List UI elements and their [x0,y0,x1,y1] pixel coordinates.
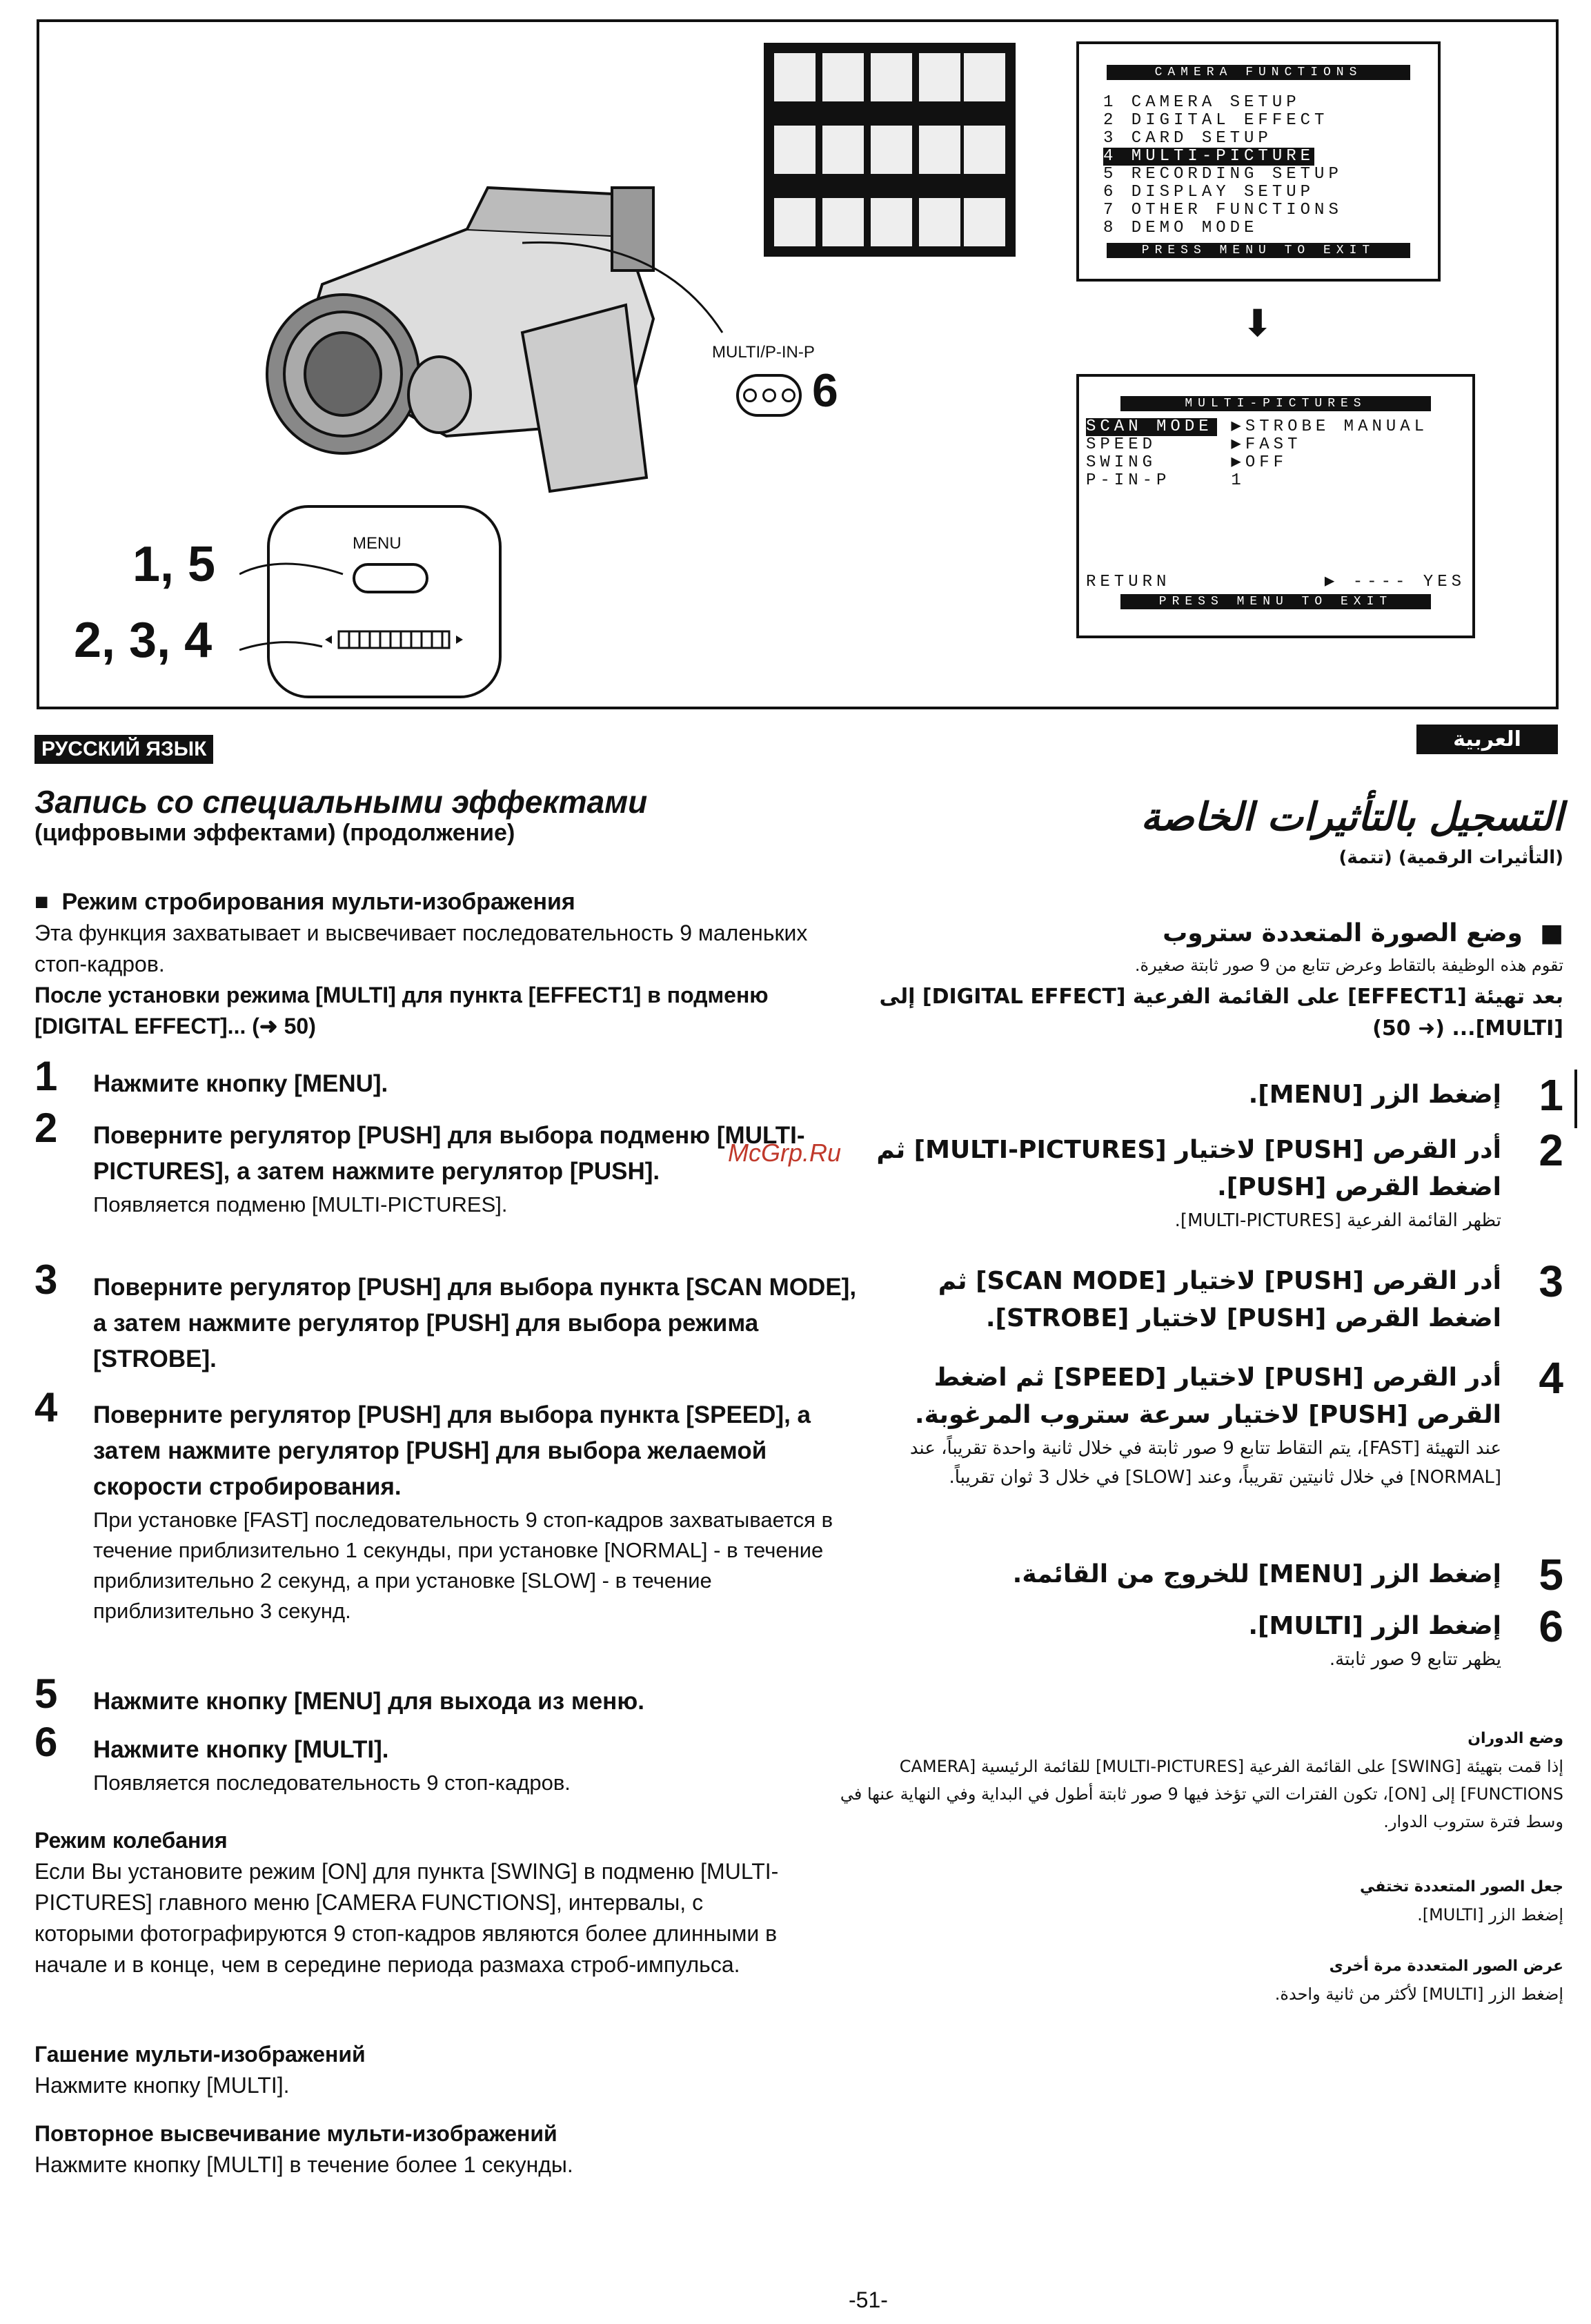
ar-note-title: جعل الصور المتعددة تختفي [1360,1878,1563,1895]
menu-button-icon [353,563,428,593]
ru-step [34,1257,857,1377]
multi-button-icon [736,374,802,417]
step-text: Нажмите кнопку [MENU] для выхода из меню. [93,1688,644,1715]
menu-item-selected: 4 MULTI-PICTURE [1103,147,1315,166]
menu-row-value: ▶OFF [1231,453,1288,472]
step-number: 5 [34,1671,58,1717]
ar-step [873,1602,1563,1674]
step-sub: Появляется подменю [MULTI-PICTURES]. [93,1192,508,1217]
menu-item: 2 DIGITAL EFFECT [1103,111,1329,130]
ru-note-body: Нажмите кнопку [MULTI] в течение более 1 секунды. [34,2152,573,2177]
ar-step [873,1070,1563,1120]
ru-intro [34,887,828,1042]
watermark-text: McGrp.Ru [728,1139,842,1167]
step-text: أدر القرص [PUSH] لاختيار [SCAN MODE] ثم اضغط القرص [PUSH] لاختيار [STROBE]. [938,1267,1501,1332]
step-number: 1 [1539,1070,1563,1120]
callout-6: 6 [812,364,838,417]
step-text: إضغط الزر [MENU]. [1248,1081,1501,1109]
ru-heading [34,784,828,849]
step-text: Поверните регулятор [PUSH] для выбора пункта [SPEED], а затем нажмите регулятор [PUSH] для выбора желаемой скорости стробирования. [93,1401,811,1500]
menu-footer: PRESS MENU TO EXIT [1120,594,1431,609]
menu-row-value: ▶FAST [1231,435,1302,454]
ar-note-body: إضغط الزر [MULTI]. [1417,1905,1563,1924]
ru-note [34,2118,828,2180]
ru-step [34,1671,828,1720]
return-label: RETURN [1086,573,1171,591]
ar-step [873,1353,1563,1492]
menu-title: CAMERA FUNCTIONS [1107,65,1410,80]
ar-heading [839,794,1563,874]
ru-intro-bold: После установки режима [MULTI] для пункта [EFFECT1] в подменю [DIGITAL EFFECT]... (➜ 50) [34,983,769,1038]
ar-note [839,1953,1563,2008]
menu-row-value: ▶STROBE MANUAL [1231,417,1429,436]
ar-step [873,1550,1563,1599]
step-number: 5 [1539,1550,1563,1599]
step-number: 3 [34,1257,58,1303]
step-text: أدر القرص [PUSH] لاختيار [SPEED] ثم اضغط القرص [PUSH] لاختيار سرعة ستروب المرغوبة. [914,1363,1501,1429]
step-number: 4 [1539,1353,1563,1403]
illustration-box [37,19,1559,709]
ar-intro-bold: بعد تهيئة [EFFECT1] على القائمة الفرعية [DIGITAL EFFECT] إلى [MULTI]... (➜ 50) [879,985,1563,1041]
ru-note [34,2039,828,2101]
step-sub: تظهر القائمة الفرعية [MULTI-PICTURES]. [1174,1210,1501,1231]
ar-step [873,1257,1563,1337]
step-sub: Появляется последовательность 9 стоп-кадров. [93,1771,571,1795]
ar-note-title: عرض الصور المتعددة مرة أخرى [1329,1958,1563,1975]
language-tag-ar: العربية [1416,725,1558,754]
menu-item: 1 CAMERA SETUP [1103,93,1301,112]
menu-row-label: SPEED [1086,435,1157,454]
menu-item: 5 RECORDING SETUP [1103,165,1343,184]
camera-functions-menu [1076,41,1441,282]
ru-step [34,1384,833,1626]
ar-section-title: وضع الصورة المتعددة ستروب [1163,919,1523,947]
ar-intro [839,918,1563,1045]
step-number: 3 [1539,1257,1563,1306]
menu-row-label: SWING [1086,453,1157,472]
ar-subtitle: (التأثيرات الرقمية) (تتمة) [1338,847,1563,868]
return-value: ▶ ---- YES [1324,573,1465,591]
step-number: 6 [34,1719,58,1765]
menu-row-label: P-IN-P [1086,471,1171,490]
step-text: أدر القرص [PUSH] لاختيار [MULTI-PICTURES] ثم اضغط القرص [PUSH]. [876,1136,1501,1201]
step-number: 6 [1539,1602,1563,1651]
ar-note [839,1725,1563,1835]
ru-step [34,1719,828,1798]
callout-2-3-4: 2, 3, 4 [74,613,213,668]
strobe-image-grid [764,43,1016,257]
step-sub: يظهر تتابع 9 صور ثابتة. [1329,1649,1501,1670]
page-number: -51- [849,2287,888,2312]
ru-title: Запись со специальными эффектами [34,784,648,820]
step-number: 1 [34,1053,58,1099]
menu-row-value: 1 [1231,471,1245,490]
down-arrow-icon: ⬇ [1242,303,1274,344]
ru-section-title: Режим стробирования мульти-изображения [61,889,575,915]
menu-item: 6 DISPLAY SETUP [1103,183,1315,201]
menu-footer: PRESS MENU TO EXIT [1107,243,1410,258]
menu-title: MULTI-PICTURES [1120,396,1431,411]
ru-step [34,1053,828,1102]
step-text: Поверните регулятор [PUSH] для выбора пункта [SCAN MODE], а затем нажмите регулятор [PUSH] для выбора режима [STROBE]. [93,1274,857,1372]
step-text: Поверните регулятор [PUSH] для выбора подменю [MULTI-PICTURES], а затем нажмите регулятор [PUSH]. [93,1122,805,1185]
ru-intro-text: Эта функция захватывает и высвечивает последовательность 9 маленьких стоп-кадров. [34,920,808,976]
step-sub: عند التهيئة [FAST]، يتم التقاط تتابع 9 صور ثابتة في خلال ثانية واحدة تقريباً، عند [NORMAL] في خلال ثانيتين تقريباً، وعند [SLOW] في خلال 3 ثوان تقريباً. [909,1438,1501,1488]
step-text: Нажмите кнопку [MULTI]. [93,1736,389,1763]
ar-note-body: إذا قمت بتهيئة [SWING] على القائمة الفرعية [MULTI-PICTURES] للقائمة الرئيسية [CAMERA FUNCTIONS] إلى [ON]، تكون الفترات التي تؤخذ فيها 9 صور ثابتة أطول في البداية وفي النهاية عنها في وسط فترة ستروب الدوار. [840,1757,1563,1831]
ru-note [34,1825,793,1980]
ru-note-body: Нажмите кнопку [MULTI]. [34,2073,290,2098]
margin-marker [1574,1070,1577,1128]
ar-note [839,1873,1563,1929]
step-sub: При установке [FAST] последовательность 9 стоп-кадров захватывается в течение приблизительно 1 секунды, при установке [NORMAL] - в течение приблизительно 2 секунд, а при установке [SLOW] - в течение приблизительно 3 секунд. [93,1508,833,1623]
menu-item: 3 CARD SETUP [1103,129,1272,148]
step-number: 2 [1539,1125,1563,1175]
ru-step [34,1105,828,1220]
ru-subtitle: (цифровыми эффектами) (продолжение) [34,820,515,846]
bullet-square-icon: ■ [34,889,62,915]
ru-note-title: Гашение мульти-изображений [34,2042,366,2067]
ar-title: التسجيل بالتأثيرات الخاصة [1140,795,1563,840]
multi-pictures-menu [1076,374,1475,638]
menu-button-label: MENU [353,534,402,553]
ru-note-title: Повторное высвечивание мульти-изображений [34,2121,557,2146]
ar-intro-text: تقوم هذه الوظيفة بالتقاط وعرض تتابع من 9 صور ثابتة صغيرة. [1134,956,1563,975]
ru-note-body: Если Вы установите режим [ON] для пункта [SWING] в подменю [MULTI-PICTURES] главного меню [CAMERA FUNCTIONS], интервалы, с которыми фотографируются 9 стоп-кадров являются более длинными в начале и в конце, чем в середине периода размаха строб-импульса. [34,1859,779,1977]
multi-button-label: MULTI/P-IN-P [712,343,815,362]
ar-note-title: وضع الدوران [1468,1730,1563,1747]
bullet-square-icon: ■ [1522,919,1563,947]
callout-1-5: 1, 5 [132,537,216,592]
step-number: 4 [34,1384,58,1430]
callout-lines [239,533,350,671]
step-text: Нажмите кнопку [MENU]. [93,1070,388,1097]
ru-note-title: Режим колебания [34,1828,228,1853]
menu-row-label: SCAN MODE [1086,418,1217,436]
step-text: إضغط الزر [MENU] للخروج من القائمة. [1012,1560,1501,1588]
step-text: إضغط الزر [MULTI]. [1248,1612,1501,1640]
language-tag-ru: РУССКИЙ ЯЗЫК [34,735,213,764]
menu-item: 7 OTHER FUNCTIONS [1103,201,1343,219]
ar-step [873,1125,1563,1235]
ar-note-body: إضغط الزر [MULTI] لأكثر من ثانية واحدة. [1274,1985,1563,2004]
menu-item: 8 DEMO MODE [1103,219,1258,237]
step-number: 2 [34,1105,58,1151]
